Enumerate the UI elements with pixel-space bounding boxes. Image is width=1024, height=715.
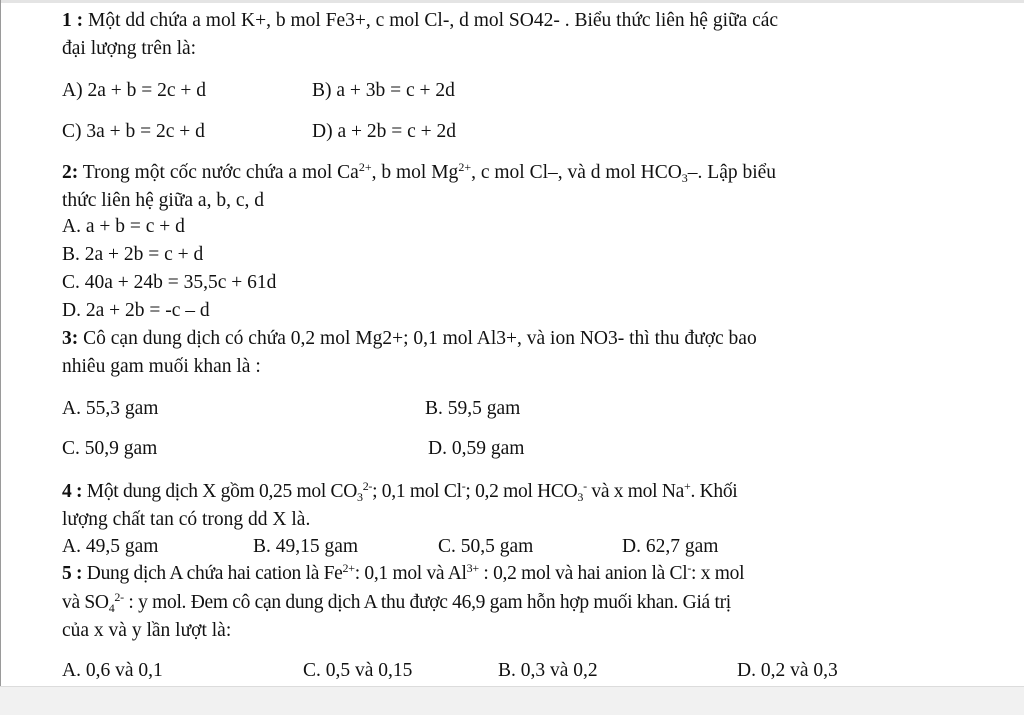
q3-option-a: A. 55,3 gam: [62, 398, 159, 419]
q3-option-d: D. 0,59 gam: [428, 438, 525, 459]
q2-option-a: A. a + b = c + d: [62, 216, 185, 237]
q3-line1: 3: Cô cạn dung dịch có chứa 0,2 mol Mg2+; 0,1 mol Al3+, và ion NO3- thì thu được bao: [62, 328, 757, 349]
q4-line1: 4 : Một dung dịch X gồm 0,25 mol $CO_3^{2-}$; 0,1 mol Cl-; 0,2 mol $HCO_3^-$ và x mol Na+. Khối: [62, 479, 738, 504]
q2-option-c: C. 40a + 24b = 35,5c + 61d: [62, 272, 277, 293]
q5-option-c: C. 0,5 và 0,15: [303, 660, 413, 681]
top-edge: [0, 0, 1024, 3]
q3-option-c: C. 50,9 gam: [62, 438, 158, 459]
q1-option-d: D) a + 2b = c + 2d: [312, 121, 457, 142]
bottom-band: [0, 686, 1024, 715]
q1-option-a: A) 2a + b = 2c + d: [62, 80, 207, 101]
q1-option-c: C) 3a + b = 2c + d: [62, 121, 205, 142]
q5-line1: 5 : Dung dịch A chứa hai cation là $Fe^{2+}$: 0,1 mol và $Al^{3+}$ : 0,2 mol và hai anion là Cl-: x mol: [62, 561, 745, 584]
q2-option-b: B. 2a + 2b = c + d: [62, 244, 204, 265]
q2-line2: thức liên hệ giữa a, b, c, d: [62, 190, 264, 211]
q4-option-c: C. 50,5 gam: [438, 536, 534, 557]
q5-option-d: D. 0,2 và 0,3: [737, 660, 838, 681]
q3-line2: nhiêu gam muối khan là :: [62, 356, 261, 377]
q2-number: 2:: [62, 162, 79, 183]
q5-option-a: A. 0,6 và 0,1: [62, 660, 163, 681]
q2-line1: 2: Trong một cốc nước chứa a mol $Ca^{2+}$, b mol $Mg^{2+}$, c mol Cl–, và d mol $HCO_3-$. Lập biểu: [62, 160, 777, 185]
q5-line3: của x và y lần lượt là:: [62, 620, 232, 641]
q5-number: 5 :: [62, 563, 83, 584]
q4-option-a: A. 49,5 gam: [62, 536, 159, 557]
q4-option-d: D. 62,7 gam: [622, 536, 719, 557]
q1-line2: đại lượng trên là:: [62, 38, 197, 59]
q1-option-b: B) a + 3b = c + 2d: [312, 80, 455, 101]
q4-number: 4 :: [62, 481, 83, 502]
q1-line1: 1 : Một dd chứa a mol K+, b mol Fe3+, c mol Cl-, d mol SO42- . Biểu thức liên hệ giữa các: [62, 10, 779, 31]
q3-option-b: B. 59,5 gam: [425, 398, 521, 419]
q5-option-b: B. 0,3 và 0,2: [498, 660, 598, 681]
q4-line2: lượng chất tan có trong dd X là.: [62, 509, 311, 530]
q3-number: 3:: [62, 328, 79, 349]
q1-number: 1 :: [62, 10, 84, 31]
q4-option-b: B. 49,15 gam: [253, 536, 359, 557]
left-edge: [0, 0, 1, 714]
q5-line2: và $SO_4^{2-}$ : y mol. Đem cô cạn dung dịch A thu được 46,9 gam hỗn hợp muối khan. Giá trị: [62, 590, 731, 615]
q2-option-d: D. 2a + 2b = -c – d: [62, 300, 210, 321]
